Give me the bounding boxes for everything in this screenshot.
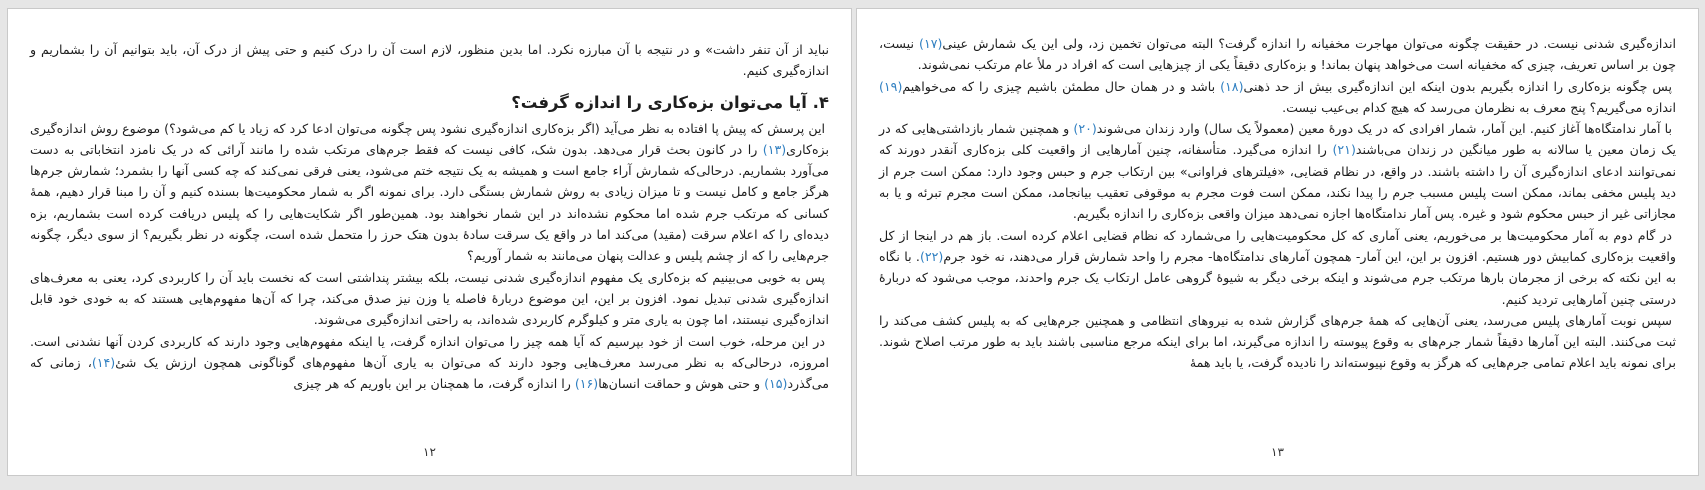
paragraph-text: باشد و در همان حال مطمئن باشیم چیزی را که می‌خواهیم [902,78,1221,94]
paragraph-1 [879,33,1676,76]
paragraph-text: در این مرحله، خوب است از خود بپرسیم که آیا همه چیز را می‌توان اندازه گرفت، یا اینکه مفهوم‌هایی وجود دارند که کاربردی کردن آنها نشدنی است. امروزه، درحالی‌که به نظر می‌رسد معرف‌هایی وجود دارند که می‌توان به یاری آن‌ها مفهوم‌های گوناگونی همچون ارزش یک شئ [30,333,829,370]
paragraph-text: و حتی هوش و حماقت انسان‌ها [598,376,765,392]
intro-paragraph: نباید از آن تنفر داشت» و در نتیجه با آن مبارزه نکرد. اما بدین منظور، لازم است آن را درک کنیم و حتی پیش از درک آن، باید بتوانیم آن را بشماریم و اندازه‌گیری کنیم. [30,42,829,79]
page-number: ۱۳ [1271,445,1284,459]
footnote-ref[interactable]: (۱۴) [91,354,116,370]
paragraph-text: . با نگاه به این نکته که برخی از مجرمان بارها مرتکب جرم می‌شوند و اینکه برخی دیگر به شیوهٔ گروهی عامل ارتکاب یک جرم واحدند، موجب می‌شود که دربارهٔ درستی چنین آمارهایی تردید کنیم. [879,248,1676,307]
paragraph-2: پس به خوبی می‌بینیم که بزه‌کاری یک مفهوم اندازه‌گیری شدنی نیست، بلکه بیشتر پنداشتی است که نخست باید آن را کاربردی کرد، یعنی به معرف‌های اندازه‌گیری شدنی تبدیل نمود. افزون بر این، این موضوع دربارهٔ فاصله یا وزن نیز صدق می‌کند، چرا که آن‌ها مفهوم‌هایی هستند که به خودی خود قابل اندازه‌گیری نیستند، اما چون به یاری متر و کیلوگرم کاربردی شده‌اند، به راحتی اندازه‌گیری می‌شوند. [30,269,829,328]
paragraph-text: ، زمانی که می‌گذرد [30,354,829,392]
paragraph-text: با آمار ندامتگاه‌ها آغاز کنیم. این آمار، شمار افرادی که در یک دورهٔ معین (معمولاً یک سال) وارد زندان می‌شوند [1096,121,1672,137]
paragraph-text: نیست، چون بر اساس تعریف، چیزی که مخفیانه است می‌خواهد پنهان بماند! و بزه‌کاری دقیقاً یکی از چیزهایی است که افراد در ملأ عام مرتکب نمی‌شوند. [879,36,1676,73]
page-number: ۱۲ [423,445,436,459]
paragraph-text: در گام دوم به آمار محکومیت‌ها بر می‌خوریم، یعنی آماری که کل محکومیت‌هایی را می‌شمارد که نظام قضایی اعلام کرده است. باز هم در اینجا از کل واقعیت بزه‌کاری کمابیش دور هستیم. افزون بر این، این آمار- همچون آمارهای ندامتگاه‌ها- مجرم را واحد شمارش قرار می‌دهند، نه خود جرم [879,227,1676,264]
paragraph-text: اندازه می‌گیریم؟ پنج معرف به نظرمان می‌رسد که هیچ کدام بی‌عیب نیست. [1282,99,1676,115]
footnote-ref[interactable]: (۱۹) [879,78,903,94]
paragraph-text: را اندازه می‌گیرد. متأسفانه، چنین آمارهایی از واقعیت کلی بزه‌کاری آنقدر دورند که نمی‌توانند ادعای اندازه‌گیری آن را داشته باشند. در واقع، در نظام قضایی، «فیلترهای فراوانی» بین ارتکاب جرم و حبس وجود دارد: ممکن است جرم از دید پلیس مخفی بماند، ممکن است پلیس مسبب جرم را پیدا نکند، ممکن است فوت مجرم به موقوفی تعقیب بیانجامد، ممکن است مجرم تبرئه و یا به مجازاتی غیر از حبس محکوم شود و غیره. پس آمار ندامتگاه‌ها اجازه نمی‌دهد میزان واقعی بزه‌کاری را اندازه بگیریم. [879,142,1676,222]
paragraph-text: و همچنین شمار بازداشتی‌هایی که در یک زمان معین یا سالانه به طور میانگین در زندان می‌باشند [879,121,1676,158]
footnote-ref[interactable]: (۱۳) [762,141,787,157]
paragraph-5: سپس نوبت آمارهای پلیس می‌رسد، یعنی آن‌هایی که همهٔ جرم‌های گزارش شده به نیروهای انتظامی و همچنین جرم‌هایی که به پلیس کشف می‌کند را ثبت می‌کنند. البته این آمارها دقیقاً شمار جرم‌های به وقوع پیوسته را اندازه می‌گیرند، اما برای اینکه مرجع مناسبی باشند باید به طور مرتب اصلاح شوند. برای نمونه باید اعلام تمامی جرم‌هایی که هرگز به وقوع نپیوسته‌اند را نادیده گرفت، یا باید همهٔ [879,312,1676,371]
footnote-ref[interactable]: (۱۵) [764,376,788,392]
paragraph-1 [30,118,829,267]
footnote-ref[interactable]: (۲۱) [1332,142,1356,158]
page-right [856,8,1699,476]
paragraph-text: پس چگونه بزه‌کاری را اندازه بگیریم بدون اینکه این اندازه‌گیری بیش از حد ذهنی [1243,78,1672,94]
page-right-content [879,33,1676,374]
footnote-ref[interactable]: (۱۸) [1220,78,1244,94]
paragraph-text: اندازه‌گیری شدنی نیست. در حقیقت چگونه می‌توان مهاجرت مخفیانه را اندازه گرفت؟ البته می‌توان تخمین زد، ولی این یک شمارش عینی [942,36,1676,51]
section-heading: ۴. آیا می‌توان بزه‌کاری را اندازه گرفت؟ [511,92,829,112]
footnote-ref[interactable]: (۱۶) [574,376,599,392]
paragraph-2 [879,76,1676,119]
paragraph-text: را در کانون بحث قرار می‌دهد. بدون شک، کافی نیست که فقط جرم‌های مرتکب شده را مانند آرائی که در یک نامزد انتخاباتی به دست می‌آورد بشماریم. درحالی‌که شمارش آراء جامع است و همیشه به یک نتیجه ختم می‌شود، یعنی فرقی نمی‌کند که چه کسی آنها را بشمرد؛ شمارش جرم‌ها هرگز جامع و کامل نیست و تا میزان زیادی به روش شمارش بستگی دارد. برای نمونه اگر به شمار محکومیت‌ها بسنده کنیم و آن را مبنا قرار دهیم، همهٔ کسانی که مرتکب جرم شده اما محکوم نشده‌اند در این شمار نخواهند بود. همین‌طور اگر شکایت‌هایی را که پلیس دریافت کرده است بشماریم، بزه دیده‌ای را که اعلام سرقت (مقید) می‌کند اما در واقع یک سرقت سادهٔ بدون هتک حرز را متحمل شده است، چگونه در نظر بگیریم؟ از سوی دیگر، چگونه جرم‌هایی را که از چشم پلیس و عدالت پنهان می‌مانند به شمار آوریم؟ [30,141,829,264]
footnote-ref[interactable]: (۲۰) [1073,121,1097,137]
page-left [7,8,852,476]
paragraph-3 [879,118,1676,224]
page-left-content [30,39,829,394]
paragraph-4 [879,225,1676,310]
footnote-ref[interactable]: (۲۲) [919,248,944,264]
paragraph-3 [30,331,829,395]
paragraph-text: را اندازه گرفت، ما همچنان بر این باوریم که هر چیزی [293,376,575,392]
footnote-ref[interactable]: (۱۷) [919,36,943,51]
paragraph-text: این پرسش که پیش پا افتاده به نظر می‌آید (اگر بزه‌کاری اندازه‌گیری نشود پس چگونه می‌توان ادعا کرد که زیاد یا کم می‌شود؟) موضوع روش اندازه‌گیری بزه‌کاری [30,120,829,157]
